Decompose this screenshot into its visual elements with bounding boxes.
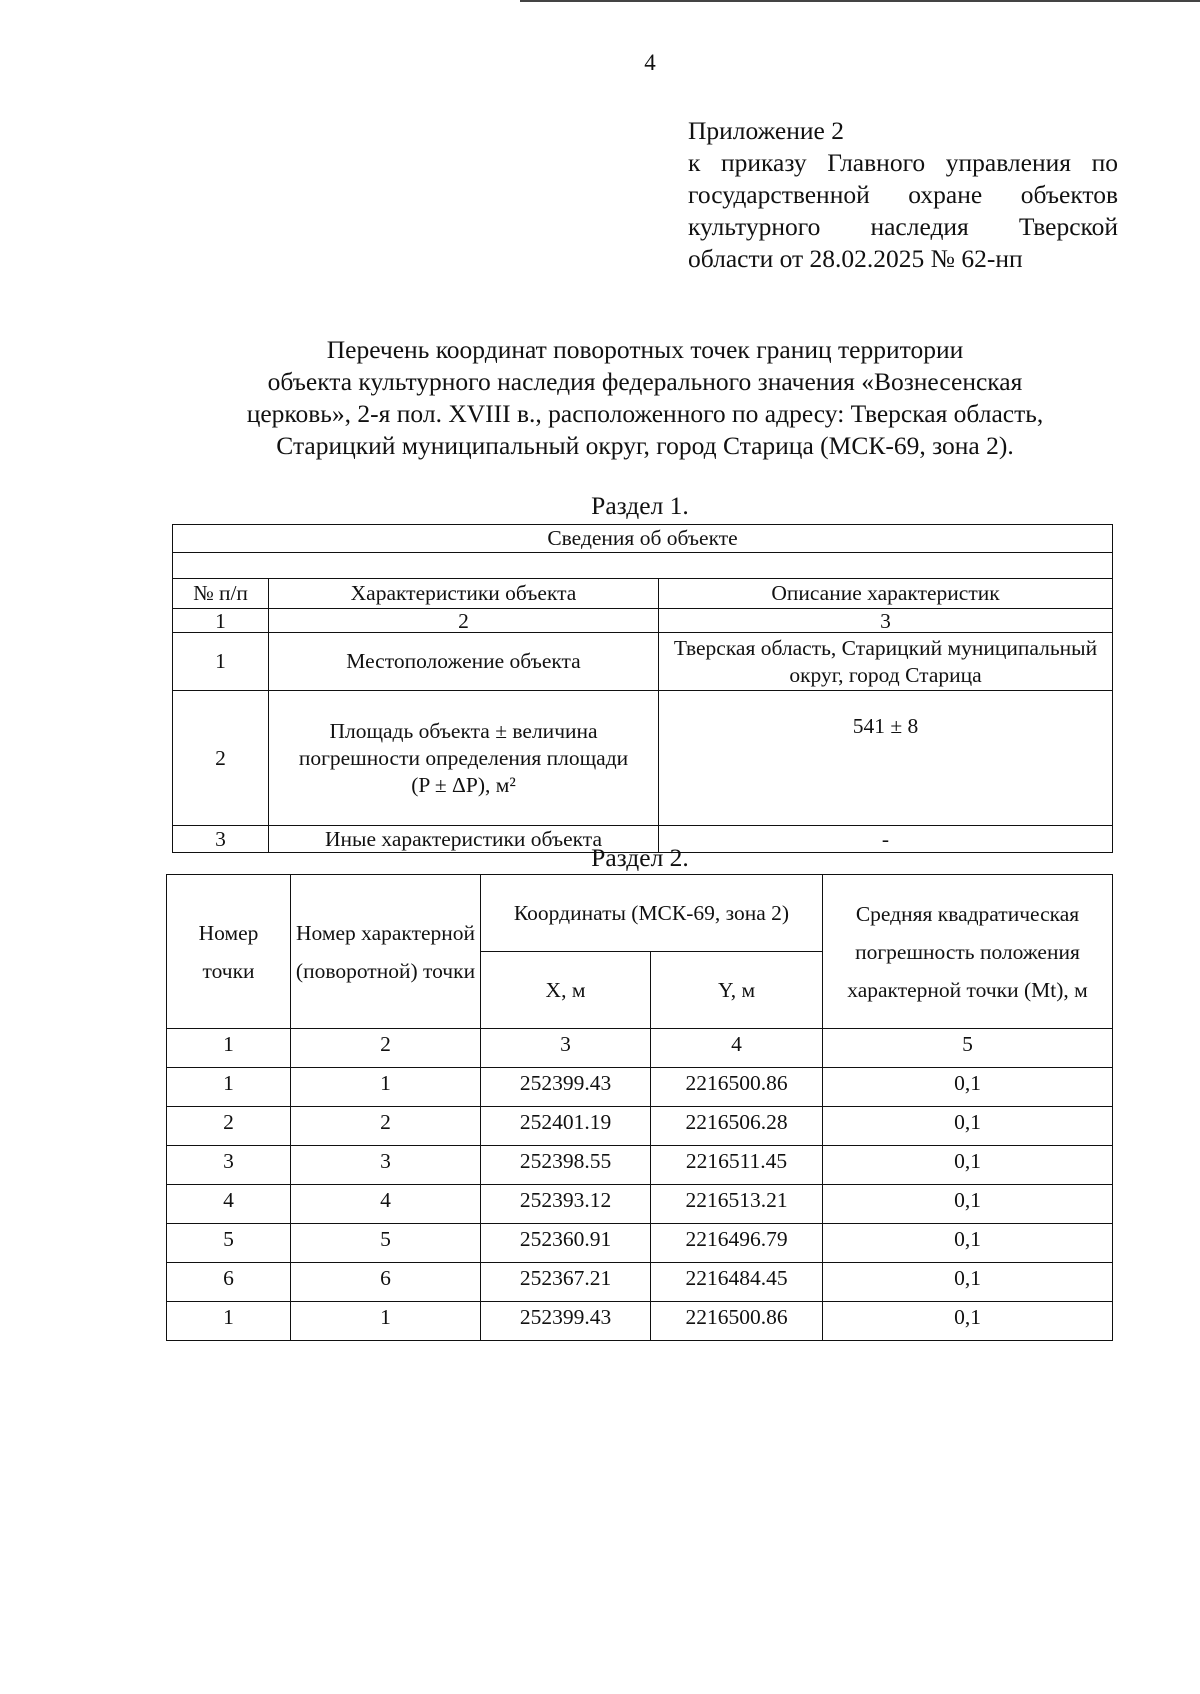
column-header: Средняя квадратическая погрешность положения характерной точки (Mt), м [823,875,1113,1029]
cell: 252399.43 [481,1068,651,1107]
document-title [170,334,1120,462]
cell: 252399.43 [481,1302,651,1341]
table-row [167,1302,1113,1341]
table-row [167,1146,1113,1185]
table-row [167,1185,1113,1224]
table-row [173,633,1113,691]
section1-title: Раздел 1. [591,491,689,520]
cell: 0,1 [823,1263,1113,1302]
row-number: 1 [173,633,269,691]
cell: 3 [291,1146,481,1185]
cell: 252393.12 [481,1185,651,1224]
cell: 0,1 [823,1302,1113,1341]
cell: 1 [167,1068,291,1107]
cell: 0,1 [823,1146,1113,1185]
cell: 2 [291,1107,481,1146]
column-header: Описание характеристик [659,579,1113,609]
description-cell: - [659,826,1113,853]
cell: 2216500.86 [651,1068,823,1107]
cell: 4 [291,1185,481,1224]
cell: 252360.91 [481,1224,651,1263]
characteristic-text: Площадь объекта ± величина погрешности определения площади [298,718,629,770]
column-number: 3 [481,1029,651,1068]
cell: 0,1 [823,1107,1113,1146]
cell: 5 [167,1224,291,1263]
cell: 2216513.21 [651,1185,823,1224]
cell: 5 [291,1224,481,1263]
characteristic-cell [269,691,659,826]
column-number: 1 [167,1029,291,1068]
cell: 2216496.79 [651,1224,823,1263]
cell: 252367.21 [481,1263,651,1302]
table-caption-row [173,525,1113,553]
cell: 2216500.86 [651,1302,823,1341]
table-caption: Сведения об объекте [173,525,1113,553]
table-row [167,1224,1113,1263]
column-header: Координаты (МСК-69, зона 2) [481,875,823,952]
coordinates-table [166,874,1113,1341]
cell: 2216506.28 [651,1107,823,1146]
section2-title: Раздел 2. [591,843,689,872]
cell: 0,1 [823,1224,1113,1263]
row-number: 3 [173,826,269,853]
title-line: церковь», 2-я пол. XVIII в., расположенного по адресу: Тверская область, [246,399,1044,428]
description-cell: Тверская область, Старицкий муниципальный округ, город Старица [659,633,1113,691]
row-number: 2 [173,691,269,826]
table-empty-row [173,553,1113,579]
title-line: Перечень координат поворотных точек границ территории [326,335,964,364]
empty-cell [173,553,1113,579]
object-info-table [172,524,1113,853]
cell: 6 [167,1263,291,1302]
characteristic-cell: Местоположение объекта [269,633,659,691]
appendix-text: к приказу Главного управления по государственной охране объектов культурного наследия Тверской области от 28.02.2025 № 62-нп [688,148,1118,273]
table-row [167,1107,1113,1146]
page-number: 4 [644,50,656,75]
table-header-row [173,579,1113,609]
appendix-block [688,115,1118,275]
column-number: 2 [269,609,659,633]
cell: 252398.55 [481,1146,651,1185]
table-row [167,1263,1113,1302]
column-header: № п/п [173,579,269,609]
table-row [167,1068,1113,1107]
cell: 1 [291,1068,481,1107]
title-line: Старицкий муниципальный округ, город Старица (МСК-69, зона 2). [276,431,1014,460]
cell: 1 [291,1302,481,1341]
description-cell: 541 ± 8 [659,691,1113,826]
column-header: Номер характерной (поворотной) точки [291,875,481,1029]
cell: 0,1 [823,1185,1113,1224]
scan-top-border [520,0,1200,2]
cell: 252401.19 [481,1107,651,1146]
title-line: объекта культурного наследия федерального значения «Вознесенская [267,367,1023,396]
column-header: X, м [481,952,651,1029]
cell: 2216484.45 [651,1263,823,1302]
column-number: 1 [173,609,269,633]
column-header: Характеристики объекта [269,579,659,609]
column-header: Номер точки [167,875,291,1029]
cell: 4 [167,1185,291,1224]
table-row [173,691,1113,826]
cell: 1 [167,1302,291,1341]
column-number: 3 [659,609,1113,633]
column-number-row [167,1029,1113,1068]
column-number: 4 [651,1029,823,1068]
cell: 6 [291,1263,481,1302]
characteristic-unit: (P ± ΔP), м² [411,772,516,797]
column-number: 2 [291,1029,481,1068]
cell: 2 [167,1107,291,1146]
column-header: Y, м [651,952,823,1029]
column-number: 5 [823,1029,1113,1068]
table-header-row [167,875,1113,952]
cell: 0,1 [823,1068,1113,1107]
characteristic-cell: Иные характеристики объекта [269,826,659,853]
cell: 3 [167,1146,291,1185]
column-number-row [173,609,1113,633]
cell: 2216511.45 [651,1146,823,1185]
appendix-heading: Приложение 2 [688,116,844,145]
